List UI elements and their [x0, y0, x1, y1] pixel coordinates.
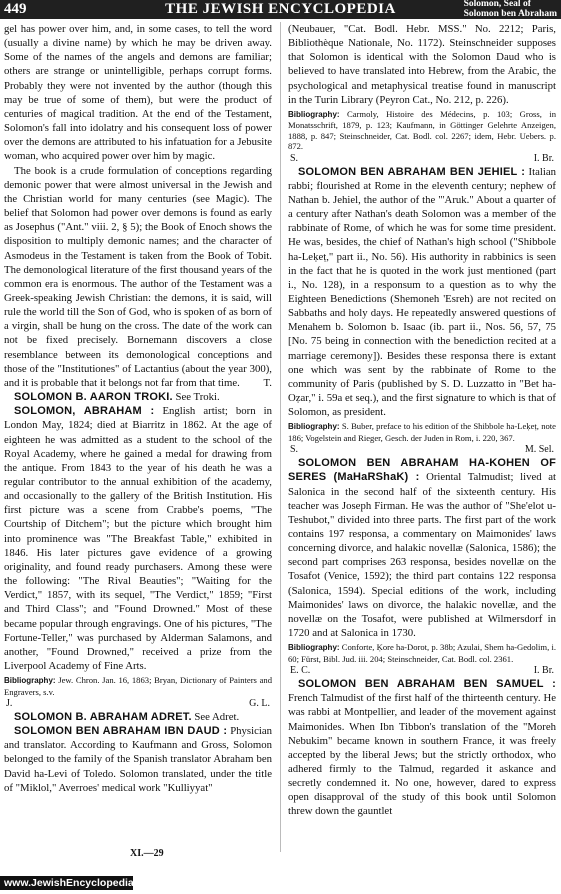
entry-text: See Adret. — [191, 711, 240, 723]
column-divider — [280, 22, 281, 852]
signature-right: I. Br. — [533, 665, 554, 677]
entry-heading: SOLOMON BEN ABRAHAM BEN JEHIEL : — [298, 165, 526, 178]
author-signature: T. — [263, 376, 272, 389]
entry-text: See Troki. — [172, 391, 220, 404]
signature-row — [4, 697, 272, 710]
signature-row — [288, 443, 556, 456]
bibliography-text: Carmoly, Histoire des Médecins, p. 103; Gross, in Monatsschrift, 1879, p. 123; Kaufmann, in Göttinger Gelehrte Anzeigen, 1888, p. 847; Steinschneider, Cat. Bodl. col. 2267; idem, Hebr. Uebers. p. 872. — [288, 108, 556, 152]
bibliography-label: Bibliography: — [4, 676, 56, 686]
bibliography-text: Jew. Chron. Jan. 16, 1863; Bryan, Dictionary of Painters and Engravers, s.v. — [4, 675, 272, 697]
bibliography — [4, 675, 272, 697]
testament-paragraph-2 — [4, 164, 272, 391]
signature-row — [288, 664, 556, 677]
entry-heading: SOLOMON, ABRAHAM : — [14, 405, 155, 418]
entry-text: Physician and translator. According to Kaufmann and Gross, Solomon belonged to the family of the Spanish translator Abraham ben David ha-Levi of Toledo. Solomon translated, under the title of "Miklol," Averroes' medical work "Kulliyyat" — [4, 725, 272, 794]
running-head-line1: Solomon, Seal of — [463, 0, 531, 9]
page-title: THE JEWISH ENCYCLOPEDIA — [165, 1, 396, 17]
entry-text: Italian rabbi; flourished at Rome in the eleventh century; nephew of Nathan b. Jehiel, the author of the "'Aruk." About a quarter of a century after Nathan's death Solomon was a member of the rabbinate of Rome, of which he was for some time president. He was, besides, the chief of Nathan's high school ("Shibbole ha-Leḳeṭ," part ii., No. 56). His authority in rabbinics is seen in the fact that he is quoted in the work just mentioned (part i., No. 128), in a responsum to a question as to why the Eighteen Benedictions (Shemoneh 'Esreh) are not recited on Sabbaths and holy days. He repeatedly answered questions of Menahem b. Solomon b. Isaac (ib. part ii., Nos. 56, 57, 75 [No. 75 being in connection with the benediction recited at a marriage ceremony]). Besides these responsa there is extant one which was sent by the rabbinate of Rome to the community of Paris (published by S. D. Luzzatto in "Bet ha-Oẓar," i. 59a et seq.), and the first signature to which is that of Solomon, as president. — [288, 165, 556, 419]
entry-heading: SOLOMON BEN ABRAHAM BEN SAMUEL : — [298, 678, 556, 691]
left-column — [4, 22, 272, 795]
entry-heading: SOLOMON B. ABRAHAM ADRET. — [14, 711, 192, 723]
signature-mark: XI.—29 — [130, 848, 164, 859]
signature-left: S. — [290, 444, 299, 456]
signature-left: E. C. — [290, 665, 311, 677]
entry-ben-samuel — [288, 677, 556, 819]
entry-adret — [4, 710, 272, 724]
entry-text: Oriental Talmudist; lived at Salonica in the second half of the sixteenth century. His teacher was Joseph Firman. He was the author of "She'elot u-Teshubot," divided into three parts. The first part of the work contains 197 responsa, a commentary on Maimonides' laws concerning divorce, and halakic novellæ (Salonica, 1586); the second part comprises 263 responsa, besides novellæ on the Tosafot (Venice, 1592); the third part contains 122 responsa (Salonica, 1594). Special editions of the work, including Maimonides' laws on divorce, the halakic novellæ, and the novellæ on the Tosafot, were published at Wilmersdorf in 1720 and at Salonica in 1730. — [288, 471, 556, 640]
running-head-line2: Solomon ben Abraham — [463, 8, 557, 19]
page-header — [0, 0, 561, 19]
bibliography-label: Bibliography: — [288, 643, 340, 653]
bibliography-text: Conforte, Ḳore ha-Dorot, p. 38b; Azulai, Shem ha-Gedolim, i. 60; Fürst, Bibl. Jud. iii. 204; Steinschneider, Cat. Bodl. col. 2361. — [288, 642, 556, 664]
bibliography-label: Bibliography: — [288, 422, 340, 432]
signature-left: J. — [6, 698, 13, 709]
bibliography-text: S. Buber, preface to his edition of the Shibbole ha-Leḳeṭ, note 186; Vogelstein and Rieger, Gesch. der Juden in Rom, i. 220, 367. — [288, 421, 556, 443]
ibn-daud-continuation: (Neubauer, "Cat. Bodl. Hebr. MSS." No. 2212; Paris, Bibliothèque Nationale, No. 1172). Steinschneider supposes that Solomon is identical with the Solomon Daud who is believed to have translated into Hebrew, from the Arabic, the psychological and metaphysical treatise found in manuscript in the Turin Library (Peyron Cat., No. 212, p. 226). — [288, 23, 556, 106]
testament-paragraph-1: gel has power over him, and, in some cases, to tell the word (usually a divine name) by which he may be driven away. Some of the names of the angels and demons are familiar; others are strange or unintelligible, perhaps corrupt forms. Probably they were not invented by the author (though this may be true of some of them), but were the product of centuries of magical tradition. At the end of the Testament, Solomon's fall into idolatry and his consequent loss of power over the demons are attributed to his infatuation for a Jebusite woman, who acquired power over him by magic. — [4, 23, 272, 163]
running-head — [464, 0, 557, 19]
entry-heading: SOLOMON B. AARON TROKI. — [14, 391, 173, 404]
entry-heading: SOLOMON BEN ABRAHAM IBN DAUD : — [14, 725, 228, 738]
right-column — [288, 22, 556, 819]
entry-ha-kohen — [288, 456, 556, 640]
entry-text: English artist; born in London May, 1824; died at Biarritz in 1862. At the age of eighteen he was admitted as a student to the school of the Royal Academy, where he gained a medal for drawing from the antique. From 1843 to the year of his death he was a regular contributor to the annual exhibition of the academy, and occasionally to the gallery of the British Institution. His first picture was a scene from Crabbe's poems, "The Courtship of Ditchem"; but the picture which brought him into prominence was "The Breakfast Table," exhibited in 1846. His later pictures gave evidence of a growing originality, and found ready purchasers. Among these were the following: "The Rival Beauties"; "Waiting for the Verdict," 1857, with its sequel, "The Verdict," 1859; "First and Third Class"; and "Found Drowned." Most of these became popular through engravings. One of his pictures, "The Fortune-Teller," was purchased by Alderman Salamons, and another, "Found Drowned," received a prize from the Liverpool Academy of Fine Arts. — [4, 405, 272, 673]
signature-row — [288, 152, 556, 165]
signature-left: S. — [290, 152, 299, 164]
signature-right: M. Sel. — [524, 444, 554, 456]
signature-right: I. Br. — [533, 152, 554, 164]
entry-ben-jehiel — [288, 165, 556, 420]
footer-url[interactable]: www.JewishEncyclopedia.com — [0, 876, 133, 890]
bibliography — [288, 109, 556, 152]
entry-heading: SOLOMON BEN ABRAHAM HA-KOHEN OF SERES (MaHaRShaK) : — [288, 457, 556, 484]
bibliography — [288, 642, 556, 664]
signature-right: G. L. — [249, 698, 270, 709]
bibliography — [288, 421, 556, 443]
page-number: 449 — [4, 1, 27, 17]
entry-ibn-daud — [4, 724, 272, 795]
paragraph-text: The book is a crude formulation of conceptions regarding demonic power that were almost universal in the Jewish and the Christian world for many centuries (see Magic). The belief that Solomon had power over demons is found as early as Josephus ("Ant." viii. 2, § 5); the Book of Enoch shows the disposition to multiply demonic names; and the character of Asmodeus in the Testament is taken from the Book of Tobit. The demonological literature of the first thousand years of the common era is enormous. The author of the Testament was a Greek-speaking Jewish Christian: the demons, it is said, will rule the world till the Son of God, who is spoken of as born of a virgin, shall be hung on the cross. The date of the work can not be fixed precisely. Bornemann discovers a close resemblance between its demonological conceptions and those of the "Institutiones" of Lactantius (about the year 300), and it is probable that it belongs not far from that time. — [4, 164, 272, 389]
entry-troki — [4, 390, 272, 404]
bibliography-label: Bibliography: — [288, 109, 340, 119]
entry-abraham-solomon — [4, 404, 272, 673]
entry-text: French Talmudist of the first half of the thirteenth century. He was rabbi at Montpellier, and leader of the movement against Maimonides. When Ibn Tibbon's translation of the "Moreh Nebukim" became known in southern France, it was freely accepted by the liberal Jews; but the strictly orthodox, who adhered firmly to the Talmud, regarded it askance and secretly condemned it. No one, however, dared to express open disapproval of the study of this book until Solomon threw down the gauntlet — [288, 692, 556, 818]
